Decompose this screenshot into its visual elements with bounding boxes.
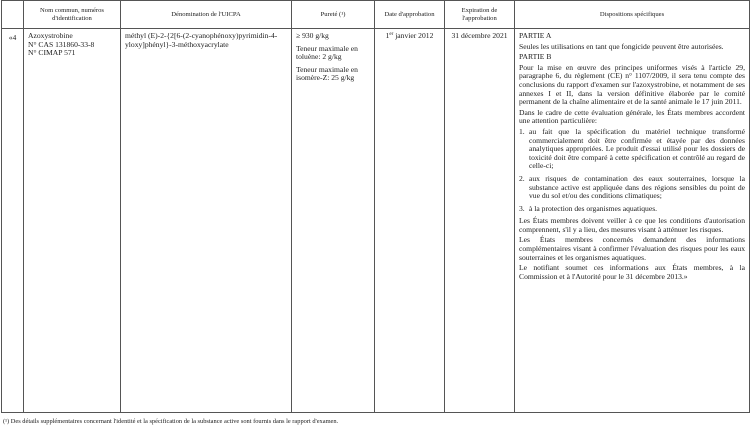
list-item [519, 128, 745, 171]
approval-day: 1 [385, 31, 390, 40]
purity-cell [292, 29, 375, 413]
list-item-number: 1. [519, 126, 525, 136]
notifier-paragraph: Le notifiant soumet ces informations aux États membres, à la Commission et à l'Autorité pour le 31 décembre 2013.» [519, 263, 745, 281]
approval-date-cell [375, 29, 445, 413]
purity-minimum: ≥ 930 g/kg [296, 31, 329, 40]
header-approval-date: Date d'approbation [375, 1, 445, 29]
confirm-paragraph: Les États membres concernés demandent des informations complémentaires visant à confirmer l'évaluation des risques pour les eaux souterraines et les organismes aquatiques. [519, 235, 745, 262]
list-item-text: aux risques de contamination des eaux souterraines, lorsque la substance active est appliquée dans des régions sensibles du point de vue du sol et/ou des conditions climatiques; [529, 173, 745, 201]
expiry-date-cell: 31 décembre 2021 [445, 29, 515, 413]
cas-number: N° CAS 131860-33-8 [28, 39, 95, 49]
provisions-cell [515, 29, 750, 413]
header-iupac: Dénomination de l'UICPA [121, 1, 292, 29]
partie-b-title: PARTIE B [519, 52, 552, 62]
substance-name: Azoxystrobine [28, 31, 73, 40]
list-item-text: au fait que la spécification du matériel technique transformé commercialement doit être confirmée et étayée par des données analytiques appropriées. Le produit d'essai utilisé pour les dossiers de toxicité doit être comparé à cette spécification et contrôlé au regard de celle-ci; [529, 126, 745, 171]
regulation-table [1, 0, 750, 413]
partie-a-title: PARTIE A [519, 31, 552, 40]
header-number [2, 1, 24, 29]
purity-toluene: Teneur maximale en toluène: 2 g/kg [296, 43, 358, 62]
list-item-number: 3. [519, 203, 525, 213]
list-item [519, 175, 745, 201]
table-header-row [2, 1, 750, 29]
header-common-name: Nom commun, numéros d'identification [24, 1, 121, 29]
footnote: (¹) Des détails supplémentaires concernant l'identité et la spécification de la substance active sont fournis dans le rapport d'examen. [3, 418, 339, 425]
purity-isomer: Teneur maximale en isomère-Z: 25 g/kg [296, 64, 358, 83]
common-name-cell [24, 29, 121, 413]
iupac-name: méthyl (E)-2-{2[6-(2-cyanophénoxy)pyrimidin-4-yloxy]phényl}-3-méthoxyacrylate [125, 31, 278, 49]
partie-b-intro: Pour la mise en œuvre des principes uniformes visés à l'article 29, paragraphe 6, du règlement (CE) n° 1107/2009, il sera tenu compte des conclusions du rapport d'examen sur l'azoxystrobine, et notamment de ses annexes I et II, dans la version définitive élaborée par le comité permanent de la chaîne alimentaire et de la santé animale le 17 juin 2011. [519, 62, 745, 107]
list-item-number: 2. [519, 173, 525, 183]
row-number: «4 [2, 29, 24, 413]
partie-a-text: Seules les utilisations en tant que fongicide peuvent être autorisées. [519, 41, 724, 51]
header-provisions: Dispositions spécifiques [515, 1, 750, 29]
approval-month-year: janvier 2012 [393, 31, 434, 40]
conditions-paragraph: Les États membres doivent veiller à ce que les conditions d'autorisation comprennent, s'il y a lieu, des mesures visant à atténuer les risques. [519, 216, 745, 234]
header-purity: Pureté (¹) [292, 1, 375, 29]
list-item-text: à la protection des organismes aquatiques. [529, 203, 658, 213]
list-item [519, 205, 745, 214]
attention-intro: Dans le cadre de cette évaluation générale, les États membres accordent une attention particulière: [519, 107, 745, 126]
iupac-name-cell [121, 29, 292, 413]
cimap-number: N° CIMAP 571 [28, 48, 76, 58]
table-row [2, 29, 750, 413]
header-expiry: Expiration de l'approbation [445, 1, 515, 29]
approval-day-suffix: er [389, 32, 394, 37]
